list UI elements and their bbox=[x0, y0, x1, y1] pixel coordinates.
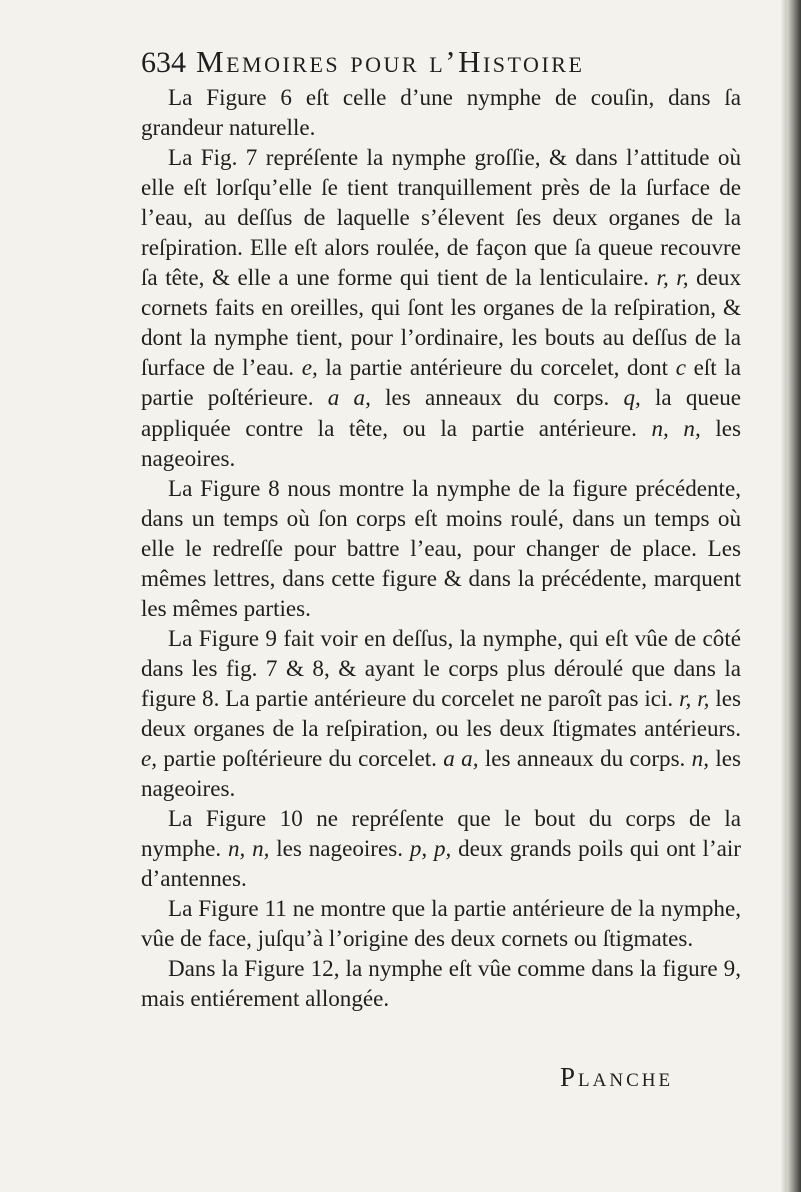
paragraph bbox=[141, 623, 741, 803]
body-text bbox=[141, 82, 741, 1013]
paragraph bbox=[141, 142, 741, 473]
paragraph bbox=[141, 893, 741, 953]
paragraph-text: La Figure 6 eſt celle d’une nymphe de couſin, dans ſa grandeur naturelle. bbox=[141, 84, 741, 141]
binding-edge bbox=[787, 0, 801, 1192]
figure-letter: n, n, bbox=[228, 835, 270, 862]
figure-letter: n, n, bbox=[651, 414, 701, 441]
paragraph-text: eſt la partie poſtérieure. bbox=[141, 354, 741, 411]
paragraph bbox=[141, 82, 741, 142]
figure-letter: p, p, bbox=[409, 835, 452, 862]
paragraph-text: Dans la Figure 12, la nymphe eſt vûe comme dans la figure 9, mais entiérement allongée. bbox=[141, 955, 741, 1012]
paragraph-text: partie poſtérieure du corcelet. bbox=[157, 745, 444, 772]
paragraph-text: les anneaux du corps. bbox=[370, 384, 624, 411]
figure-letter: r, r, bbox=[656, 264, 689, 291]
figure-letter: r, r, bbox=[679, 684, 710, 711]
running-title: Memoires pour l’Histoire bbox=[196, 44, 585, 79]
paragraph-text: les anneaux du corps. bbox=[478, 745, 692, 772]
catchword: Planche bbox=[560, 1062, 674, 1092]
paragraph-text: La Figure 11 ne montre que la partie antérieure de la nymphe, vûe de face, juſqu’à l’origine des deux cornets ou ſtigmates. bbox=[141, 895, 741, 952]
figure-letter: n, bbox=[691, 745, 709, 772]
paragraph-text: la partie antérieure du corcelet, dont bbox=[317, 354, 676, 381]
paragraph-text: les nageoires. bbox=[141, 414, 741, 471]
paragraph bbox=[141, 953, 741, 1013]
paragraph-text: les nageoires. bbox=[141, 745, 741, 802]
paragraph-text: la queue appliquée contre la tête, ou la partie antérieure. bbox=[141, 384, 741, 441]
figure-letter: e, bbox=[301, 354, 318, 381]
figure-letter: c bbox=[675, 354, 686, 381]
paragraph-text: La Figure 10 ne repréſente que le bout du corps de la nymphe. bbox=[141, 805, 741, 862]
paragraph-text: les deux organes de la reſpiration, ou les deux ſtigmates antérieurs. bbox=[141, 684, 741, 741]
figure-letter: e, bbox=[141, 745, 158, 772]
paragraph-text: La Figure 9 fait voir en deſſus, la nymphe, qui eſt vûe de côté dans les fig. 7 & 8, & ayant le corps plus déroulé que dans la figure 8. La partie antérieure du corcelet ne paroît pas ici. bbox=[141, 624, 741, 711]
paragraph-text: deux grands poils qui ont l’air d’antennes. bbox=[141, 835, 741, 892]
paragraph bbox=[141, 803, 741, 893]
paragraph-text: les nageoires. bbox=[269, 835, 410, 862]
page-number: 634 bbox=[141, 46, 186, 79]
figure-letter: q, bbox=[623, 384, 641, 411]
paragraph-text: La Figure 8 nous montre la nymphe de la figure précédente, dans un temps où ſon corps eſt moins roulé, dans un temps où elle le redreſſe pour battre l’eau, pour changer de place. Les mêmes lettres, dans cette figure & dans la précédente, marquent les mêmes parties. bbox=[141, 474, 741, 621]
paragraph-text: deux cornets faits en oreilles, qui ſont les organes de la reſpiration, & dont la nymphe tient, pour l’ordinaire, les bouts au deſſus de la ſurface de l’eau. bbox=[141, 264, 741, 381]
paragraph bbox=[141, 473, 741, 623]
figure-letter: a a, bbox=[443, 745, 479, 772]
figure-letter: a a, bbox=[327, 384, 371, 411]
paragraph-text: La Fig. 7 repréſente la nymphe groſſie, & dans l’attitude où elle eſt lorſqu’elle ſe tient tranquillement près de la ſurface de l’eau, au deſſus de laquelle s’élevent ſes deux organes de la reſpiration. Elle eſt alors roulée, de façon que ſa queue recouvre ſa tête, & elle a une forme qui tient de la lenticulaire. bbox=[141, 144, 741, 291]
